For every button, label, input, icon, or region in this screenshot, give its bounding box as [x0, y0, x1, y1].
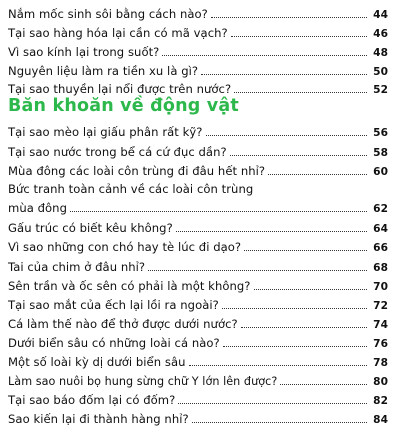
dot-leader [268, 174, 367, 175]
toc-entry-page: 62 [373, 203, 388, 215]
toc-entry-title: Vì sao kính lại trong suốt? [8, 45, 160, 59]
toc-entry-page: 46 [373, 28, 388, 40]
toc-entry-page: 78 [373, 357, 388, 369]
toc-entry-page: 50 [373, 66, 388, 78]
toc-entry-page: 68 [373, 262, 388, 274]
toc-entry-page: 72 [373, 300, 388, 312]
toc-entry-title: Sao kiến lại đi thành hàng nhỉ? [8, 412, 189, 426]
toc-entry-title: Tại sao mắt của ếch lại lồi ra ngoài? [8, 298, 219, 312]
toc-entry-title: Cá làm thế nào để thở được dưới nước? [8, 317, 238, 331]
toc-entry-page: 52 [373, 84, 388, 96]
toc-entry-title: Một số loài kỳ dị dưới biển sâu [8, 355, 186, 369]
toc-entry-title: Tại sao mèo lại giấu phân rất kỹ? [8, 125, 203, 139]
toc-entry-page: 64 [373, 223, 388, 235]
toc-entry-title: Bức tranh toàn cảnh về các loài côn trùng [8, 182, 254, 196]
toc-entry-title: mùa đông [8, 201, 67, 215]
toc-entry-title: Vì sao những con chó hay tè lúc đi dạo? [8, 240, 242, 254]
toc-entry-page: 56 [373, 127, 388, 139]
toc-entry-title: Sên trần và ốc sên có phải là một không? [8, 279, 251, 293]
toc-entry-title: Mùa đông các loài côn trùng đi đâu hết nhỉ? [8, 164, 266, 178]
toc-entry-page: 58 [373, 147, 388, 159]
toc-entry [0, 74, 400, 96]
toc-entry-page: 48 [373, 47, 388, 59]
dot-leader [234, 92, 367, 93]
toc-entry-page: 44 [373, 9, 388, 21]
toc-entry [0, 156, 400, 178]
toc-entry-page: 74 [373, 319, 388, 331]
toc-entry-page: 60 [373, 166, 388, 178]
dot-leader [244, 250, 367, 251]
toc-entry [0, 232, 400, 254]
toc-entry-title: Tại sao nước trong bể cá cứ đục dần? [8, 145, 227, 159]
toc-entry-page: 70 [373, 281, 388, 293]
toc-entry-page: 66 [373, 242, 388, 254]
toc-entry-title: Nắm mốc sinh sôi bằng cách nào? [8, 7, 208, 21]
toc-entry-title: Gấu trúc có biết kêu không? [8, 221, 173, 235]
toc-entry-title: Nguyên liệu làm ra tiền xu là gì? [8, 64, 199, 78]
toc-entry-page: 82 [373, 395, 388, 407]
dot-leader [192, 422, 367, 423]
toc-entry-title: Tại sao báo đốm lại có đốm? [8, 393, 176, 407]
toc-entry-page: 76 [373, 338, 388, 350]
toc-entry-page: 80 [373, 376, 388, 388]
toc-entry-page: 84 [373, 414, 388, 426]
toc-entry-title: Làm sao nuôi bọ hung sừng chữ Y lớn lên được? [8, 375, 278, 388]
toc-entry-title: Tai của chim ở đâu nhỉ? [8, 260, 146, 274]
toc-entry-title: Tại sao thuyền lại nổi được trên nước? [8, 82, 232, 96]
dot-leader [206, 135, 368, 136]
toc-entry-title: Tại sao hàng hóa lại cần có mã vạch? [8, 26, 228, 40]
dot-leader [70, 211, 367, 212]
toc-entry [0, 193, 400, 215]
toc-entry-title: Dưới biển sâu có những loài cá nào? [8, 336, 220, 350]
toc-entry [0, 404, 400, 426]
section-heading: Băn khoăn về động vật [8, 96, 239, 116]
toc-entry [0, 117, 400, 139]
